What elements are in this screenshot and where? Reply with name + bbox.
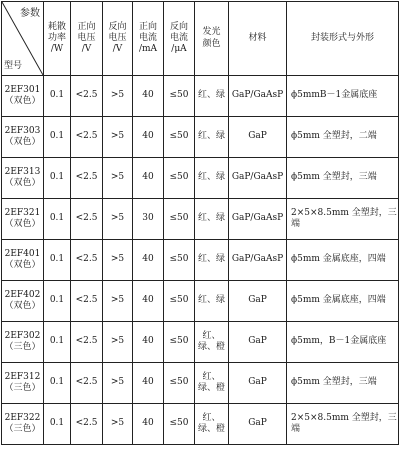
corner-label-model: 型号 [4,60,23,71]
header-text-line: 正向 [77,21,96,32]
ir-cell: ≤50 [164,76,195,117]
color-cell: 红、绿 [195,199,229,240]
color-cell: 红、绿、橙 [195,322,229,363]
ir-cell: ≤50 [164,363,195,404]
color-cell: 红、绿 [195,240,229,281]
model-text-line: 2EF302 [4,330,41,341]
if-cell: 40 [133,363,164,404]
table-row [2,322,399,363]
ir-cell: ≤50 [164,281,195,322]
color-cell: 红、绿 [195,117,229,158]
color-cell: 红、绿 [195,281,229,322]
power-cell: 0.1 [44,117,71,158]
model-text-line: （双色） [4,178,41,188]
material-cell: GaP/GaAsP [229,76,287,117]
vf-cell: <2.5 [71,158,103,199]
package-cell: ϕ5mm 全塑封，二端 [287,117,399,158]
package-cell: ϕ5mm 金属底座，四端 [287,240,399,281]
ir-cell: ≤50 [164,322,195,363]
vr-cell: >5 [103,199,133,240]
model-cell [2,404,44,445]
vr-cell: >5 [103,158,133,199]
model-text-line: 2EF301 [4,84,41,95]
table-row [2,281,399,322]
model-text-line: 2EF312 [4,371,41,382]
model-cell [2,199,44,240]
table-row [2,240,399,281]
header-text-line: 颜色 [202,38,221,49]
if-cell: 40 [133,322,164,363]
material-cell: GaP [229,404,287,445]
table-row [2,363,399,404]
header-text-line: 电流 [169,32,188,43]
power-cell: 0.1 [44,199,71,240]
vr-cell: >5 [103,404,133,445]
model-text-line: 2EF402 [4,289,41,300]
vf-cell: <2.5 [71,240,103,281]
package-cell: 2×5×8.5mm 全塑封，三端 [287,404,399,445]
power-cell: 0.1 [44,158,71,199]
header-cell-reverse-voltage [103,2,133,76]
model-text-line: 2EF303 [4,125,41,136]
vf-cell: <2.5 [71,199,103,240]
model-cell [2,117,44,158]
model-cell [2,240,44,281]
header-cell-material [229,2,287,76]
vf-cell: <2.5 [71,281,103,322]
power-cell: 0.1 [44,76,71,117]
header-text-line: 电压 [77,32,96,43]
model-text-line: （双色） [4,137,41,147]
power-cell: 0.1 [44,240,71,281]
material-cell: GaP [229,281,287,322]
ir-cell: ≤50 [164,199,195,240]
model-text-line: 2EF322 [4,412,41,423]
power-cell: 0.1 [44,404,71,445]
header-text-line: 反向 [169,21,188,32]
header-text-line: 电流 [138,32,157,43]
vr-cell: >5 [103,322,133,363]
table-row [2,76,399,117]
led-spec-table [1,1,399,445]
header-text-line: /V [81,44,92,55]
vf-cell: <2.5 [71,322,103,363]
header-cell-emission-color [195,2,229,76]
color-cell: 红、绿 [195,158,229,199]
material-cell: GaP/GaAsP [229,240,287,281]
material-cell: GaP/GaAsP [229,199,287,240]
power-cell: 0.1 [44,322,71,363]
header-text-line: /μA [171,44,187,55]
header-cell-package [287,2,399,76]
table-row [2,404,399,445]
header-row [2,2,399,76]
material-cell: GaP [229,363,287,404]
if-cell: 40 [133,117,164,158]
header-text-line: /W [50,44,64,55]
header-text-line: 封装形式与外形 [310,32,374,43]
header-text-line: 功率 [47,32,66,43]
ir-cell: ≤50 [164,158,195,199]
table-row [2,158,399,199]
color-cell: 红、绿 [195,76,229,117]
package-cell: ϕ5mm 全塑封，三端 [287,158,399,199]
header-cell-forward-current [133,2,164,76]
if-cell: 30 [133,199,164,240]
package-cell: 2×5×8.5mm 全塑封，三端 [287,199,399,240]
vr-cell: >5 [103,240,133,281]
model-cell [2,322,44,363]
vr-cell: >5 [103,363,133,404]
table-row [2,117,399,158]
material-cell: GaP [229,322,287,363]
power-cell: 0.1 [44,281,71,322]
header-cell-power [44,2,71,76]
color-cell: 红、绿、橙 [195,363,229,404]
color-cell: 红、绿、橙 [195,404,229,445]
model-text-line: （双色） [4,219,41,229]
model-text-line: （三色） [4,342,41,352]
header-text-line: 发光 [202,27,221,38]
header-text-line: 反向 [108,21,127,32]
table-body [2,2,399,445]
model-text-line: （双色） [4,260,41,270]
ir-cell: ≤50 [164,404,195,445]
vf-cell: <2.5 [71,404,103,445]
model-cell [2,158,44,199]
ir-cell: ≤50 [164,117,195,158]
header-text-line: 耗散 [47,21,66,32]
model-cell [2,281,44,322]
header-text-line: /V [112,44,123,55]
vr-cell: >5 [103,76,133,117]
if-cell: 40 [133,158,164,199]
model-text-line: （三色） [4,424,41,434]
header-text-line: 正向 [138,21,157,32]
header-cell-forward-voltage [71,2,103,76]
header-text-line: 材料 [248,32,267,43]
corner-header-cell [2,2,44,76]
vf-cell: <2.5 [71,76,103,117]
vr-cell: >5 [103,117,133,158]
if-cell: 40 [133,240,164,281]
model-cell [2,76,44,117]
model-text-line: 2EF401 [4,248,41,259]
header-text-line: /mA [138,44,158,55]
model-text-line: 2EF313 [4,166,41,177]
model-text-line: （三色） [4,383,41,393]
vr-cell: >5 [103,281,133,322]
vf-cell: <2.5 [71,363,103,404]
if-cell: 40 [133,76,164,117]
package-cell: ϕ5mm 金属底座，四端 [287,281,399,322]
model-text-line: （双色） [4,96,41,106]
material-cell: GaP [229,117,287,158]
header-cell-reverse-current [164,2,195,76]
package-cell: ϕ5mm 全塑封，三端 [287,363,399,404]
if-cell: 40 [133,404,164,445]
power-cell: 0.1 [44,363,71,404]
model-text-line: 2EF321 [4,207,41,218]
model-cell [2,363,44,404]
ir-cell: ≤50 [164,240,195,281]
header-text-line: 电压 [108,32,127,43]
if-cell: 40 [133,281,164,322]
corner-label-params: 参数 [20,8,40,19]
package-cell: ϕ5mmB－1金属底座 [287,76,399,117]
material-cell: GaP/GaAsP [229,158,287,199]
model-text-line: （双色） [4,301,41,311]
package-cell: ϕ5mm，B－1金属底座 [287,322,399,363]
table-row [2,199,399,240]
vf-cell: <2.5 [71,117,103,158]
